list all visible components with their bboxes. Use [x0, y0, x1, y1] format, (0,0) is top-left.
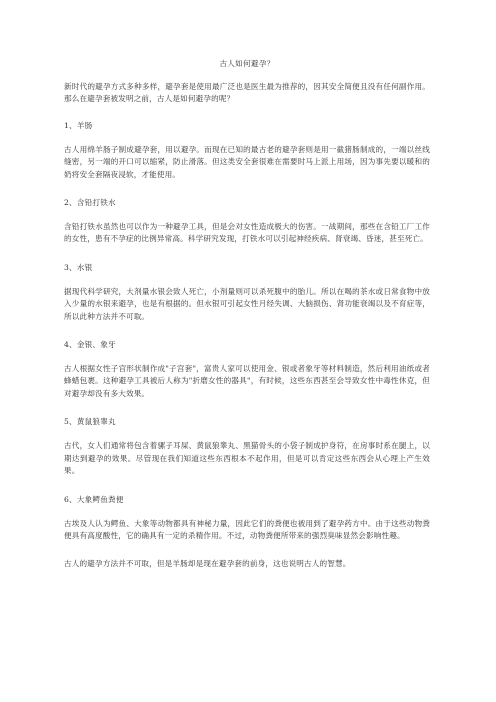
section-heading-5: 5、黄鼠狼睾丸	[64, 417, 116, 427]
section-body-2: 含铅打铁水虽然也可以作为一种避孕工具，但是会对女性造成极大的伤害。一战期间，那些在含铅工厂工作的女性，患有不孕症的比例异常高。科学研究发现，打铁水可以引起神经疾病、肾衰竭、昏迷，甚至死亡。	[64, 222, 430, 244]
conclusion-paragraph: 古人的避孕方法并不可取，但是羊肠却是现在避孕套的前身，这也说明古人的智慧。	[64, 559, 351, 569]
section-body-6: 古埃及人认为鳄鱼、大象等动物都具有神秘力量，因此它们的粪便也被用到了避孕药方中。由于这些动物粪便具有高度酸性，它的确具有一定的杀精作用。不过，动物粪便所带来的强烈臭味显然会影响性趣。	[64, 518, 430, 540]
section-heading-6: 6、大象鳄鱼粪便	[64, 494, 124, 504]
section-body-1: 古人用绵羊肠子制成避孕套，用以避孕。而现在已知的最古老的避孕套则是用一截猪肠制成的，一端以丝线缝密，另一端的开口可以缩紧，防止滑落。但这类安全套很难在需要时马上派上用场，因为事先要以暖和的奶将安全套隔夜浸软，才能使用。	[64, 144, 430, 179]
section-body-4: 古人根据女性子宫形状制作成"子宫套"，富贵人家可以使用金、银或者象牙等材料制造，然后利用油纸或者蜂蜡包裹。这种避孕工具被后人称为"折磨女性的器具"，有时候，这些东西甚至会导致女性中毒性休克，但对避孕却没有多大效果。	[64, 364, 430, 398]
section-heading-3: 3、水银	[64, 262, 93, 272]
intro-paragraph: 新时代的避孕方式多种多样，避孕套是使用最广泛也是医生最为推荐的，因其安全简便且没有任何副作用。那么在避孕套被发明之前，古人是如何避孕的呢？	[64, 82, 430, 104]
page-title: 古人如何避孕？	[219, 59, 275, 68]
section-body-5: 古代，女人们通常将包含着骡子耳屎、黄鼠狼睾丸、黑猫骨头的小袋子制成护身符，在房事时系在腿上，以期达到避孕的效果。尽管现在我们知道这些东西根本不起作用，但是可以肯定这些东西会从心理上产生效果。	[64, 441, 430, 476]
section-heading-1: 1、羊肠	[64, 120, 93, 130]
section-heading-2: 2、含铅打铁水	[64, 198, 116, 208]
section-heading-4: 4、金银、象牙	[64, 340, 116, 350]
section-body-3: 据现代科学研究，大剂量水银会致人死亡，小剂量则可以杀死腹中的胎儿。所以在喝的茶水或日常食物中放入少量的水银来避孕，也是有根据的。但水银可引起女性月经失调、大脑损伤、肾功能衰竭以及不育症等，所以此种方法并不可取。	[64, 286, 430, 321]
